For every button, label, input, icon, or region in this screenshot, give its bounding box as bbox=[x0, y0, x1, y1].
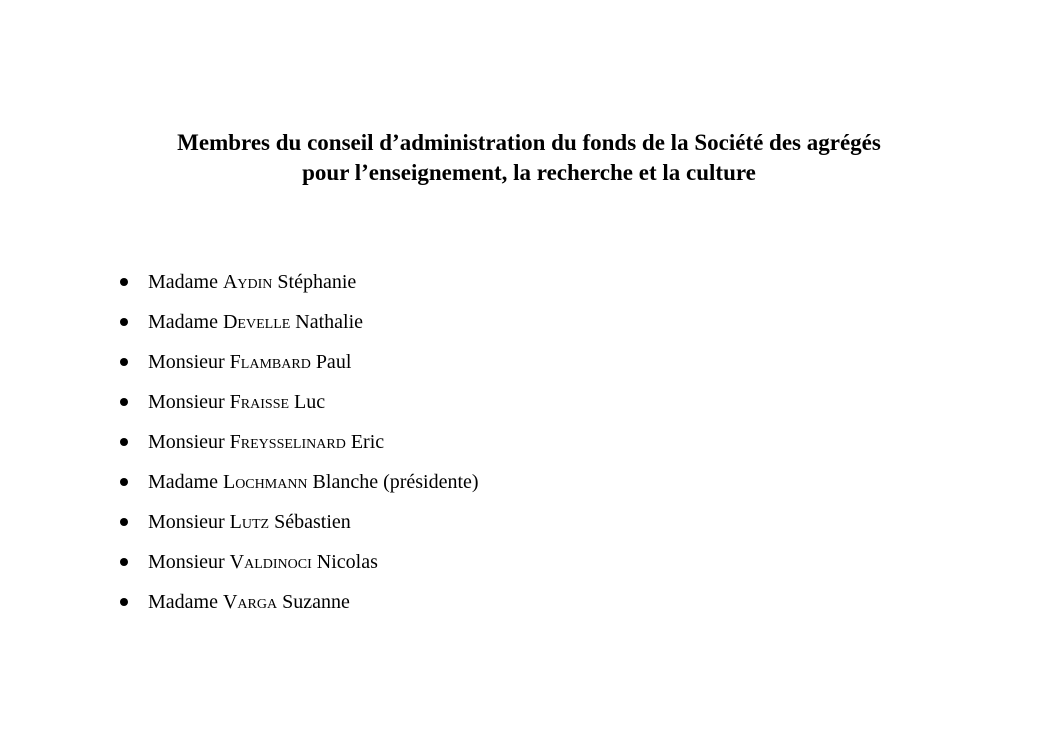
member-firstname: Luc bbox=[294, 391, 326, 413]
member-firstname: Blanche (présidente) bbox=[312, 471, 479, 493]
bullet-icon bbox=[120, 598, 128, 606]
member-surname: Flambard bbox=[229, 351, 311, 373]
member-text bbox=[148, 306, 363, 338]
member-firstname: Eric bbox=[350, 431, 385, 453]
member-surname: Valdinoci bbox=[229, 551, 312, 573]
member-surname: Aydin bbox=[222, 271, 273, 293]
page-title bbox=[0, 128, 1058, 188]
member-surname: Varga bbox=[222, 591, 278, 613]
title-line-1: Membres du conseil d’administration du fonds de la Société des agrégés bbox=[177, 130, 881, 155]
member-firstname: Nicolas bbox=[316, 551, 378, 573]
member-civility: Madame bbox=[148, 591, 218, 613]
bullet-icon bbox=[120, 318, 128, 326]
member-text bbox=[148, 586, 350, 618]
member-civility: Monsieur bbox=[148, 551, 225, 573]
member-surname: Develle bbox=[222, 311, 291, 333]
member-text bbox=[148, 466, 479, 498]
member-text bbox=[148, 386, 325, 418]
member-firstname: Sébastien bbox=[274, 511, 351, 533]
title-line-2: pour l’enseignement, la recherche et la culture bbox=[302, 160, 756, 185]
member-surname: Fraisse bbox=[229, 391, 290, 413]
bullet-icon bbox=[120, 438, 128, 446]
member-text bbox=[148, 346, 351, 378]
member-civility: Monsieur bbox=[148, 351, 225, 373]
member-firstname: Stéphanie bbox=[277, 271, 357, 293]
bullet-icon bbox=[120, 278, 128, 286]
member-text bbox=[148, 506, 351, 538]
member-surname: Lutz bbox=[229, 511, 270, 533]
member-text bbox=[148, 546, 378, 578]
member-firstname: Nathalie bbox=[295, 311, 364, 333]
member-firstname: Suzanne bbox=[282, 591, 350, 613]
bullet-icon bbox=[120, 398, 128, 406]
bullet-icon bbox=[120, 558, 128, 566]
member-surname: Freysselinard bbox=[229, 431, 346, 453]
member-firstname: Paul bbox=[315, 351, 352, 373]
member-civility: Monsieur bbox=[148, 391, 225, 413]
member-civility: Madame bbox=[148, 271, 218, 293]
bullet-icon bbox=[120, 358, 128, 366]
member-surname: Lochmann bbox=[222, 471, 308, 493]
member-text bbox=[148, 266, 356, 298]
member-civility: Madame bbox=[148, 311, 218, 333]
member-text bbox=[148, 426, 384, 458]
bullet-icon bbox=[120, 478, 128, 486]
member-civility: Madame bbox=[148, 471, 218, 493]
member-civility: Monsieur bbox=[148, 511, 225, 533]
bullet-icon bbox=[120, 518, 128, 526]
member-civility: Monsieur bbox=[148, 431, 225, 453]
